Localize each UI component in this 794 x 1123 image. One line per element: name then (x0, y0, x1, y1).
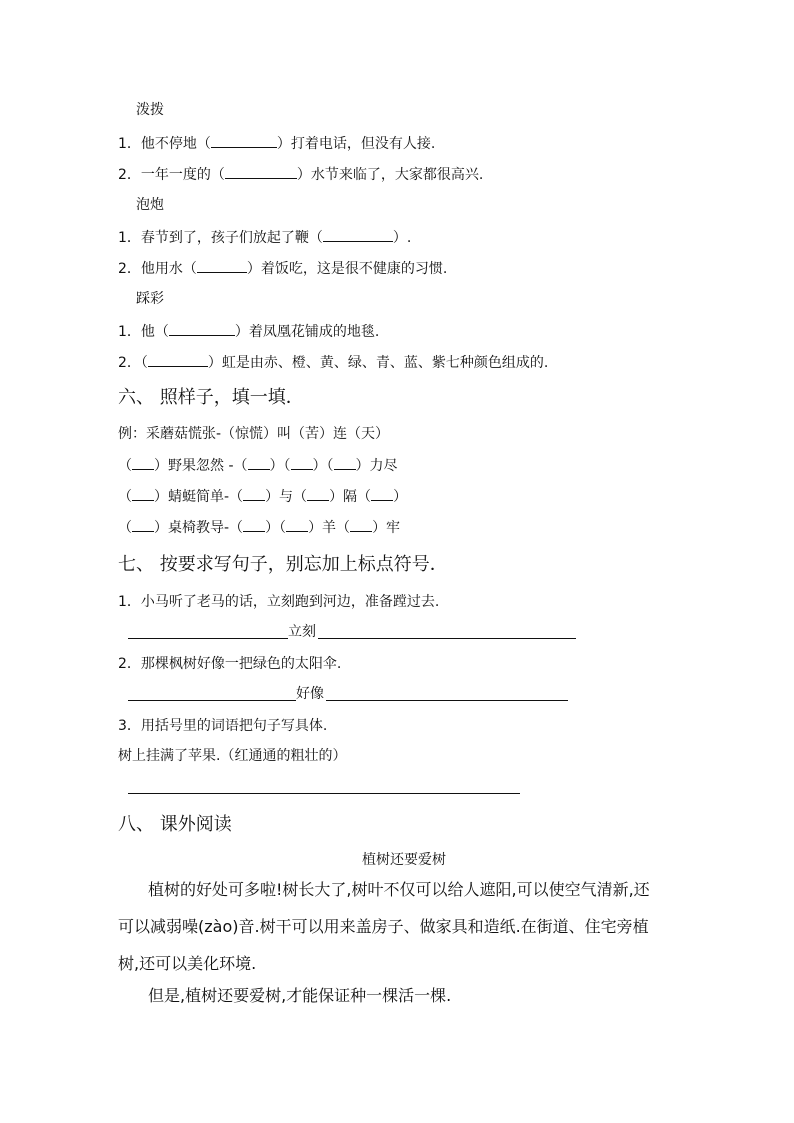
question-1-2: 2．一年一度的（ ）水节来临了，大家都很高兴. (118, 164, 483, 185)
answer-blank[interactable] (132, 517, 154, 532)
answer-blank[interactable] (371, 486, 393, 501)
keyword-label: 好像 (296, 686, 324, 702)
answer-line[interactable] (128, 793, 520, 794)
answer-blank[interactable] (291, 455, 313, 470)
passage-line-1: 植树的好处可多啦!树长大了,树叶不仅可以给人遮阳,可以使空气清新,还 (148, 880, 650, 899)
fill-row-3: （ ）桌椅教导-（ ）（ ）羊（ ）牢 (118, 517, 400, 538)
passage-line-4: 但是,植树还要爱树,才能保证种一棵活一棵. (148, 986, 452, 1005)
passage-line-2: 可以减弱噪(zào)音.树干可以用来盖房子、做家具和造纸.在街道、住宅旁植 (118, 917, 649, 936)
fill-row-1: （ ）野果忽然 -（ ）（ ）（ ）力尽 (118, 455, 398, 476)
section-7-heading: 七、 按要求写句子，别忘加上标点符号． (118, 554, 448, 575)
answer-blank[interactable] (286, 517, 308, 532)
question-3-2: 2．（ ）虹是由赤、橙、黄、绿、青、蓝、紫七种颜色组成的. (118, 352, 548, 373)
rewrite-question-2: 2．那棵枫树好像一把绿色的太阳伞. (118, 656, 342, 672)
answer-line[interactable] (128, 700, 296, 701)
rewrite-question-3: 3．用括号里的词语把句子写具体. (118, 718, 328, 734)
answer-blank[interactable] (197, 258, 247, 273)
answer-blank[interactable] (334, 455, 356, 470)
answer-blank[interactable] (211, 133, 277, 148)
answer-line[interactable] (128, 638, 288, 639)
section-8-heading: 八、 课外阅读 (118, 814, 232, 835)
question-3-1: 1．他（ ）着凤凰花铺成的地毯. (118, 321, 379, 342)
answer-line[interactable] (318, 638, 576, 639)
keyword-label: 立刻 (288, 624, 316, 640)
question-2-2: 2．他用水（ ）着饭吃，这是很不健康的习惯. (118, 258, 447, 279)
answer-blank[interactable] (307, 486, 329, 501)
answer-blank[interactable] (132, 486, 154, 501)
section-6-heading: 六、 照样子，填一填． (118, 387, 304, 408)
answer-blank[interactable] (243, 486, 265, 501)
sentence-to-expand: 树上挂满了苹果.（红通通的粗壮的） (118, 748, 347, 764)
rewrite-question-1: 1．小马听了老马的话，立刻跑到河边，准备蹚过去. (118, 594, 440, 610)
question-2-1: 1．春节到了，孩子们放起了鞭（ ）. (118, 227, 411, 248)
word-pair-3: 踩彩 (136, 291, 164, 307)
answer-blank[interactable] (169, 321, 235, 336)
answer-blank[interactable] (148, 352, 208, 367)
word-pair-1: 泼拨 (136, 102, 164, 118)
answer-blank[interactable] (323, 227, 393, 242)
question-1-1: 1．他不停地（ ）打着电话，但没有人接. (118, 133, 435, 154)
passage-line-3: 树,还可以美化环境. (118, 954, 257, 973)
word-pair-2: 泡炮 (136, 197, 164, 213)
passage-title: 植树还要爱树 (362, 852, 446, 868)
answer-blank[interactable] (243, 517, 265, 532)
answer-blank[interactable] (225, 164, 297, 179)
answer-blank[interactable] (248, 455, 270, 470)
answer-line[interactable] (326, 700, 568, 701)
answer-blank[interactable] (350, 517, 372, 532)
answer-blank[interactable] (132, 455, 154, 470)
example-line: 例：采蘑菇慌张-（惊慌）叫（苦）连（天） (118, 426, 390, 442)
fill-row-2: （ ）蜻蜓简单-（ ）与（ ）隔（ ） (118, 486, 407, 507)
